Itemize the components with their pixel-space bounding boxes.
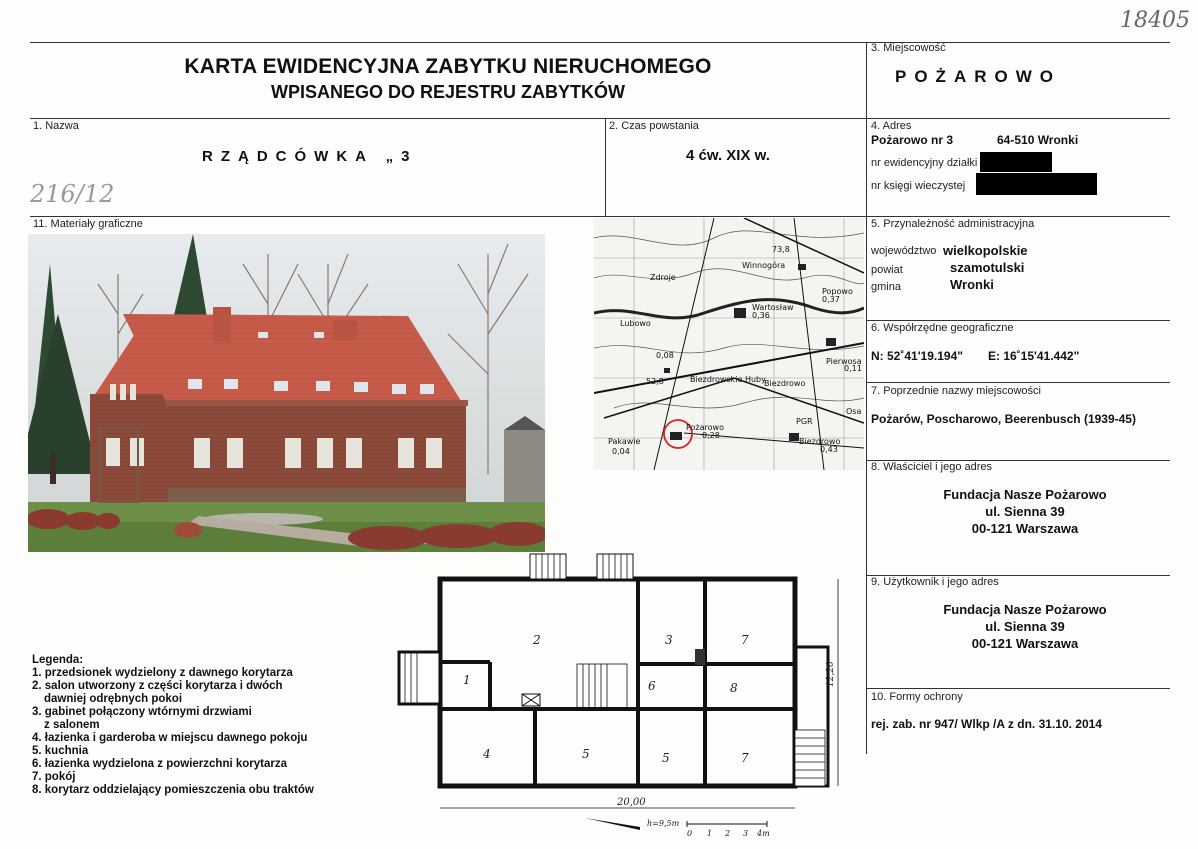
building-photo: [28, 234, 545, 552]
coords-east: E: 16˚15'41.442": [988, 349, 1080, 363]
scale-tick-0: 0: [687, 829, 693, 838]
user-label: 9. Użytkownik i jego adres: [871, 576, 999, 588]
map-label-pakawie: Pakawie: [608, 437, 641, 446]
admin-label: 5. Przynależność administracyjna: [871, 218, 1035, 230]
user-line3: 00-121 Warszawa: [971, 636, 1079, 651]
map-label-winnogora: Winnogóra: [742, 261, 786, 270]
card-subtitle: WPISANEGO DO REJESTRU ZABYTKÓW: [270, 82, 625, 102]
room-2: 2: [533, 633, 541, 647]
map-label-pgr: PGR: [796, 417, 813, 426]
land-register-label: nr księgi wieczystej: [871, 180, 966, 192]
county-label: powiat: [871, 264, 903, 276]
graphics-label: 11. Materiały graficzne: [33, 218, 143, 230]
location-map: [594, 218, 864, 470]
room-7-top: 7: [741, 633, 749, 647]
dimension-height: 12,20: [826, 661, 836, 687]
legend-item: z salonem: [44, 719, 100, 731]
map-num-8: 52,8: [646, 377, 664, 386]
scale-label: h=9,5m: [647, 819, 680, 828]
address-street: Pożarowo nr 3: [871, 133, 954, 147]
map-label-popowo: Popowo: [822, 287, 853, 296]
previous-names-value: Pożarów, Poscharowo, Beerenbusch (1939-45): [871, 412, 1136, 426]
floor-plan: [395, 552, 845, 842]
room-8: 8: [730, 681, 738, 695]
coords-north: N: 52˚41'19.194": [871, 349, 963, 363]
room-3: 3: [665, 633, 673, 647]
map-label-biezdrowo-2: Biezdrowo: [799, 437, 841, 446]
card-title: KARTA EWIDENCYJNA ZABYTKU NIERUCHOMEGO: [184, 55, 712, 78]
legend-item: 4. łazienka i garderoba w miejscu dawnego pokoju: [32, 732, 308, 744]
room-5-right: 5: [662, 751, 670, 765]
name-label: 1. Nazwa: [33, 120, 79, 132]
legend-item: 2. salon utworzony z części korytarza i dwóch: [32, 680, 283, 692]
user-line2: ul. Sienna 39: [985, 619, 1065, 634]
map-num-6: 0,08: [656, 351, 674, 360]
commune-value: Wronki: [950, 277, 994, 292]
scale-tick-2: 2: [725, 829, 731, 838]
map-label-osa: Osa: [846, 407, 862, 416]
parcel-redaction: [980, 152, 1052, 172]
owner-line1: Fundacja Nasze Pożarowo: [943, 487, 1107, 502]
protection-label: 10. Formy ochrony: [871, 691, 963, 703]
map-label-biezdrowskie-huby: Biezdrowskie Huby: [690, 375, 766, 384]
room-6: 6: [648, 679, 656, 693]
legend-item: 3. gabinet połączony wtórnymi drzwiami: [32, 706, 252, 718]
previous-names-label: 7. Poprzednie nazwy miejscowości: [871, 385, 1041, 397]
room-4: 4: [483, 747, 491, 761]
commune-label: gmina: [871, 281, 901, 293]
voivodeship-label: województwo: [871, 245, 937, 257]
room-7-bottom: 7: [741, 751, 749, 765]
map-num-7: 73,8: [772, 245, 790, 254]
map-num-2: 0,11: [844, 364, 862, 373]
map-num-1: 0,37: [822, 295, 840, 304]
legend-title: Legenda:: [32, 654, 84, 666]
room-5-left: 5: [582, 747, 590, 761]
voivodeship-value: wielkopolskie: [943, 243, 1028, 258]
name-value: RZĄDCÓWKA „3: [202, 148, 418, 165]
scale-tick-3: 3: [743, 829, 749, 838]
dimension-width: 20,00: [617, 797, 646, 808]
land-register-redaction: [976, 173, 1097, 195]
scale-tick-1: 1: [707, 829, 713, 838]
legend-item: 5. kuchnia: [32, 745, 89, 757]
handwritten-code: 216/12: [30, 180, 115, 208]
legend-item: 7. pokój: [32, 771, 76, 783]
locality-value: POŻAROWO: [895, 67, 1061, 86]
map-label-lubowo: Lubowo: [620, 319, 651, 328]
coords-label: 6. Współrzędne geograficzne: [871, 322, 1014, 334]
protection-value: rej. zab. nr 947/ Wlkp /A z dn. 31.10. 2014: [871, 717, 1102, 731]
map-num-0: 0,36: [752, 311, 770, 320]
owner-label: 8. Właściciel i jego adres: [871, 461, 993, 473]
map-num-5: 0,04: [612, 447, 630, 456]
address-label: 4. Adres: [871, 120, 912, 132]
owner-line3: 00-121 Warszawa: [971, 521, 1079, 536]
registry-number-handwritten: 18405: [1120, 8, 1190, 33]
legend-item: 1. przedsionek wydzielony z dawnego korytarza: [32, 667, 293, 679]
map-label-biezdrowo: Biezdrowo: [764, 379, 806, 388]
date-value: 4 ćw. XIX w.: [686, 147, 770, 164]
parcel-label: nr ewidencyjny działki: [871, 157, 978, 169]
legend-item: dawniej odrębnych pokoi: [44, 693, 183, 705]
legend: [32, 654, 314, 797]
map-label-wartoslaw: Wartosław: [752, 303, 794, 312]
owner-line2: ul. Sienna 39: [985, 504, 1065, 519]
legend-item: 8. korytarz oddzielający pomieszczenia obu traktów: [32, 784, 314, 796]
user-line1: Fundacja Nasze Pożarowo: [943, 602, 1107, 617]
scale-tick-4: 4m: [757, 829, 770, 838]
date-label: 2. Czas powstania: [609, 120, 699, 132]
room-1: 1: [463, 673, 471, 687]
map-num-4: 0,43: [820, 445, 838, 454]
map-num-3: 0,28: [702, 431, 720, 440]
map-label-pierwosa: Pierwosa: [826, 357, 862, 366]
map-label-pozarowo: Pożarowo: [686, 423, 724, 432]
map-label-zdroje: Zdroje: [650, 273, 676, 282]
legend-item: 6. łazienka wydzielona z powierzchni korytarza: [32, 758, 287, 770]
address-postal: 64-510 Wronki: [997, 133, 1079, 147]
county-value: szamotulski: [950, 260, 1025, 275]
locality-label: 3. Miejscowość: [871, 42, 946, 54]
